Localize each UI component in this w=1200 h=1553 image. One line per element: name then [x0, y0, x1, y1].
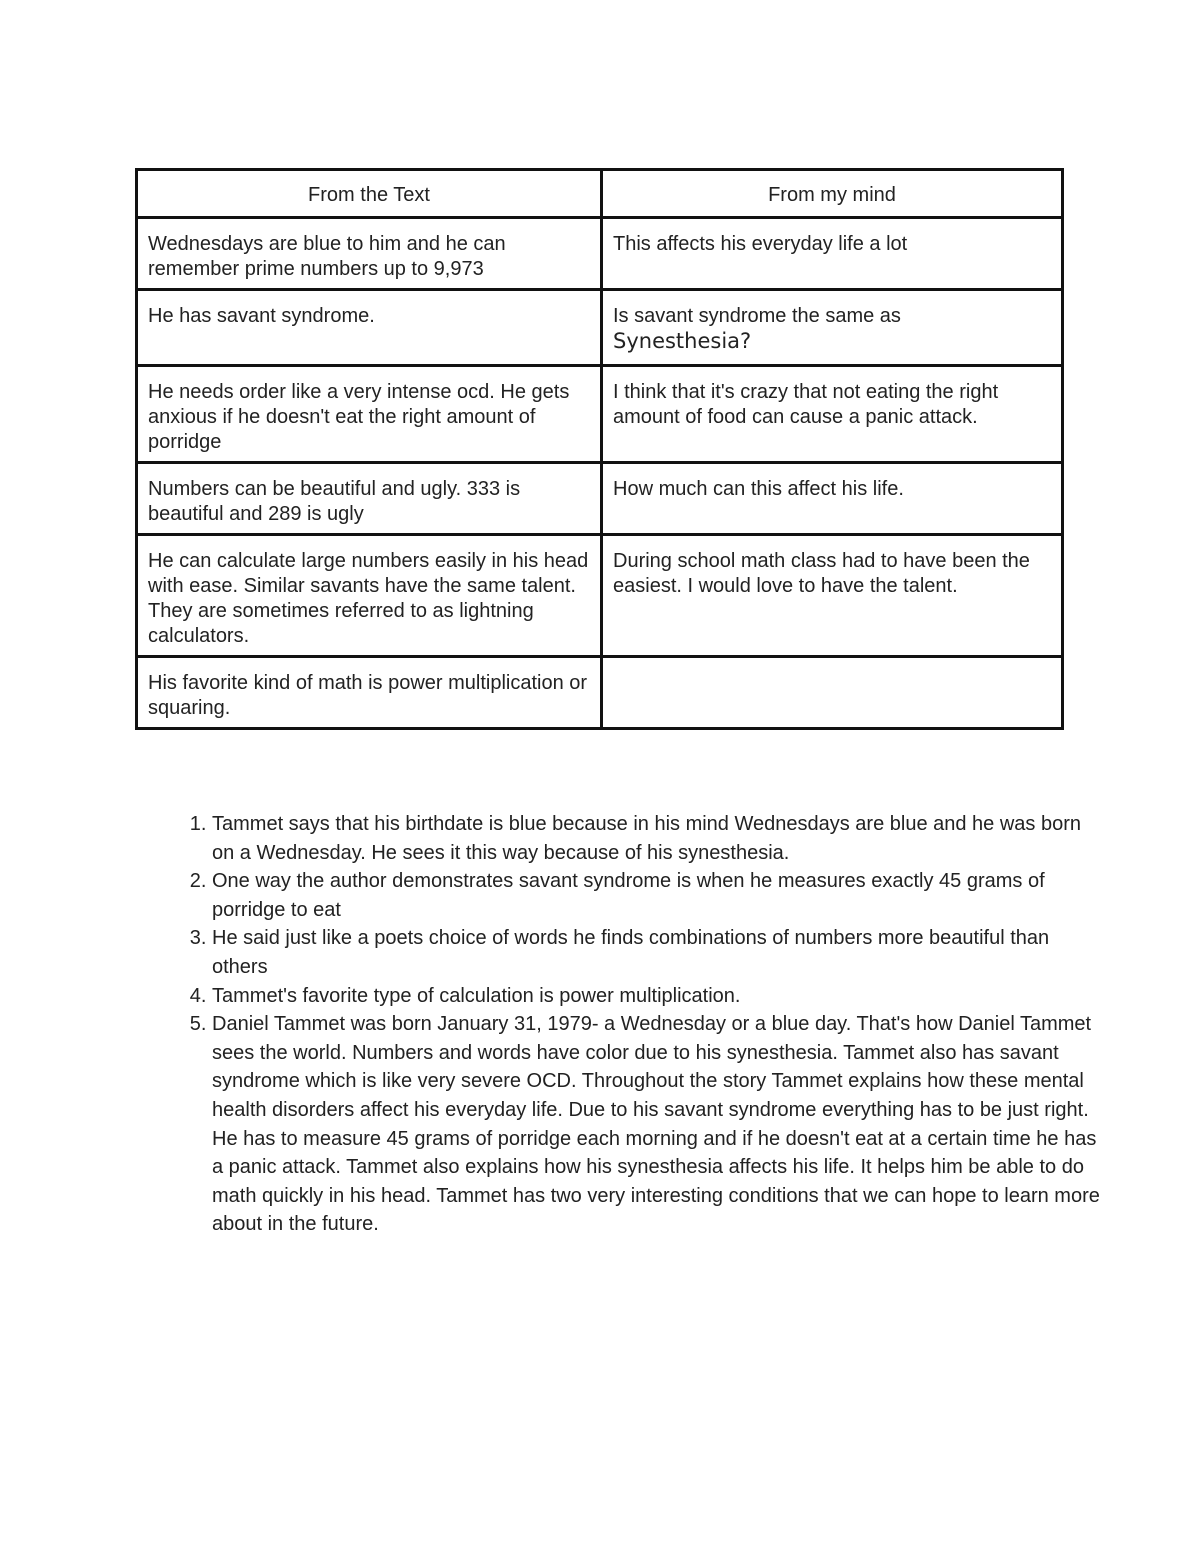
header-from-my-mind: From my mind [602, 170, 1063, 218]
answer-item-4: 4. Tammet's favorite type of calculation is power multiplication. [212, 982, 1102, 1011]
answer-item-3: 3. He said just like a poets choice of words he finds combinations of numbers more beautiful than others [212, 924, 1102, 981]
mind-cell-text: Is savant syndrome the same as [613, 305, 901, 327]
mind-cell: I think that it's crazy that not eating the right amount of food can cause a panic attack. [602, 366, 1063, 463]
mind-cell [602, 657, 1063, 729]
text-cell: He can calculate large numbers easily in his head with ease. Similar savants have the same talent. They are sometimes referred to as lightning calculators. [137, 535, 602, 657]
text-cell: He has savant syndrome. [137, 290, 602, 366]
text-cell: Numbers can be beautiful and ugly. 333 is beautiful and 289 is ugly [137, 463, 602, 535]
notes-table [135, 168, 1064, 730]
answers-list [170, 810, 1102, 1239]
table-row [137, 463, 1063, 535]
mind-cell [602, 290, 1063, 366]
table-row [137, 218, 1063, 290]
table-row [137, 290, 1063, 366]
answer-item-1: 1. Tammet says that his birthdate is blue because in his mind Wednesdays are blue and he was born on a Wednesday. He sees it this way because of his synesthesia. [212, 810, 1102, 867]
text-cell: He needs order like a very intense ocd. He gets anxious if he doesn't eat the right amount of porridge [137, 366, 602, 463]
synesthesia-word: Synesthesia? [613, 329, 752, 353]
table-header-row [137, 170, 1063, 218]
mind-cell: How much can this affect his life. [602, 463, 1063, 535]
text-cell: His favorite kind of math is power multiplication or squaring. [137, 657, 602, 729]
answer-item-5: 5. Daniel Tammet was born January 31, 1979- a Wednesday or a blue day. That's how Daniel Tammet sees the world. Numbers and words have color due to his synesthesia. Tammet also has savant syndrome which is like very severe OCD. Throughout the story Tammet explains how these mental health disorders affect his everyday life. Due to his savant syndrome everything has to be just right. He has to measure 45 grams of porridge each morning and if he doesn't eat at a certain time he has a panic attack. Tammet also explains how his synesthesia affects his life. It helps him be able to do math quickly in his head. Tammet has two very interesting conditions that we can hope to learn more about in the future. [212, 1010, 1102, 1239]
mind-cell: During school math class had to have been the easiest. I would love to have the talent. [602, 535, 1063, 657]
text-cell: Wednesdays are blue to him and he can remember prime numbers up to 9,973 [137, 218, 602, 290]
table-row [137, 657, 1063, 729]
table-row [137, 366, 1063, 463]
header-from-the-text: From the Text [137, 170, 602, 218]
table-row [137, 535, 1063, 657]
mind-cell: This affects his everyday life a lot [602, 218, 1063, 290]
answer-item-2: 2. One way the author demonstrates savant syndrome is when he measures exactly 45 grams of porridge to eat [212, 867, 1102, 924]
